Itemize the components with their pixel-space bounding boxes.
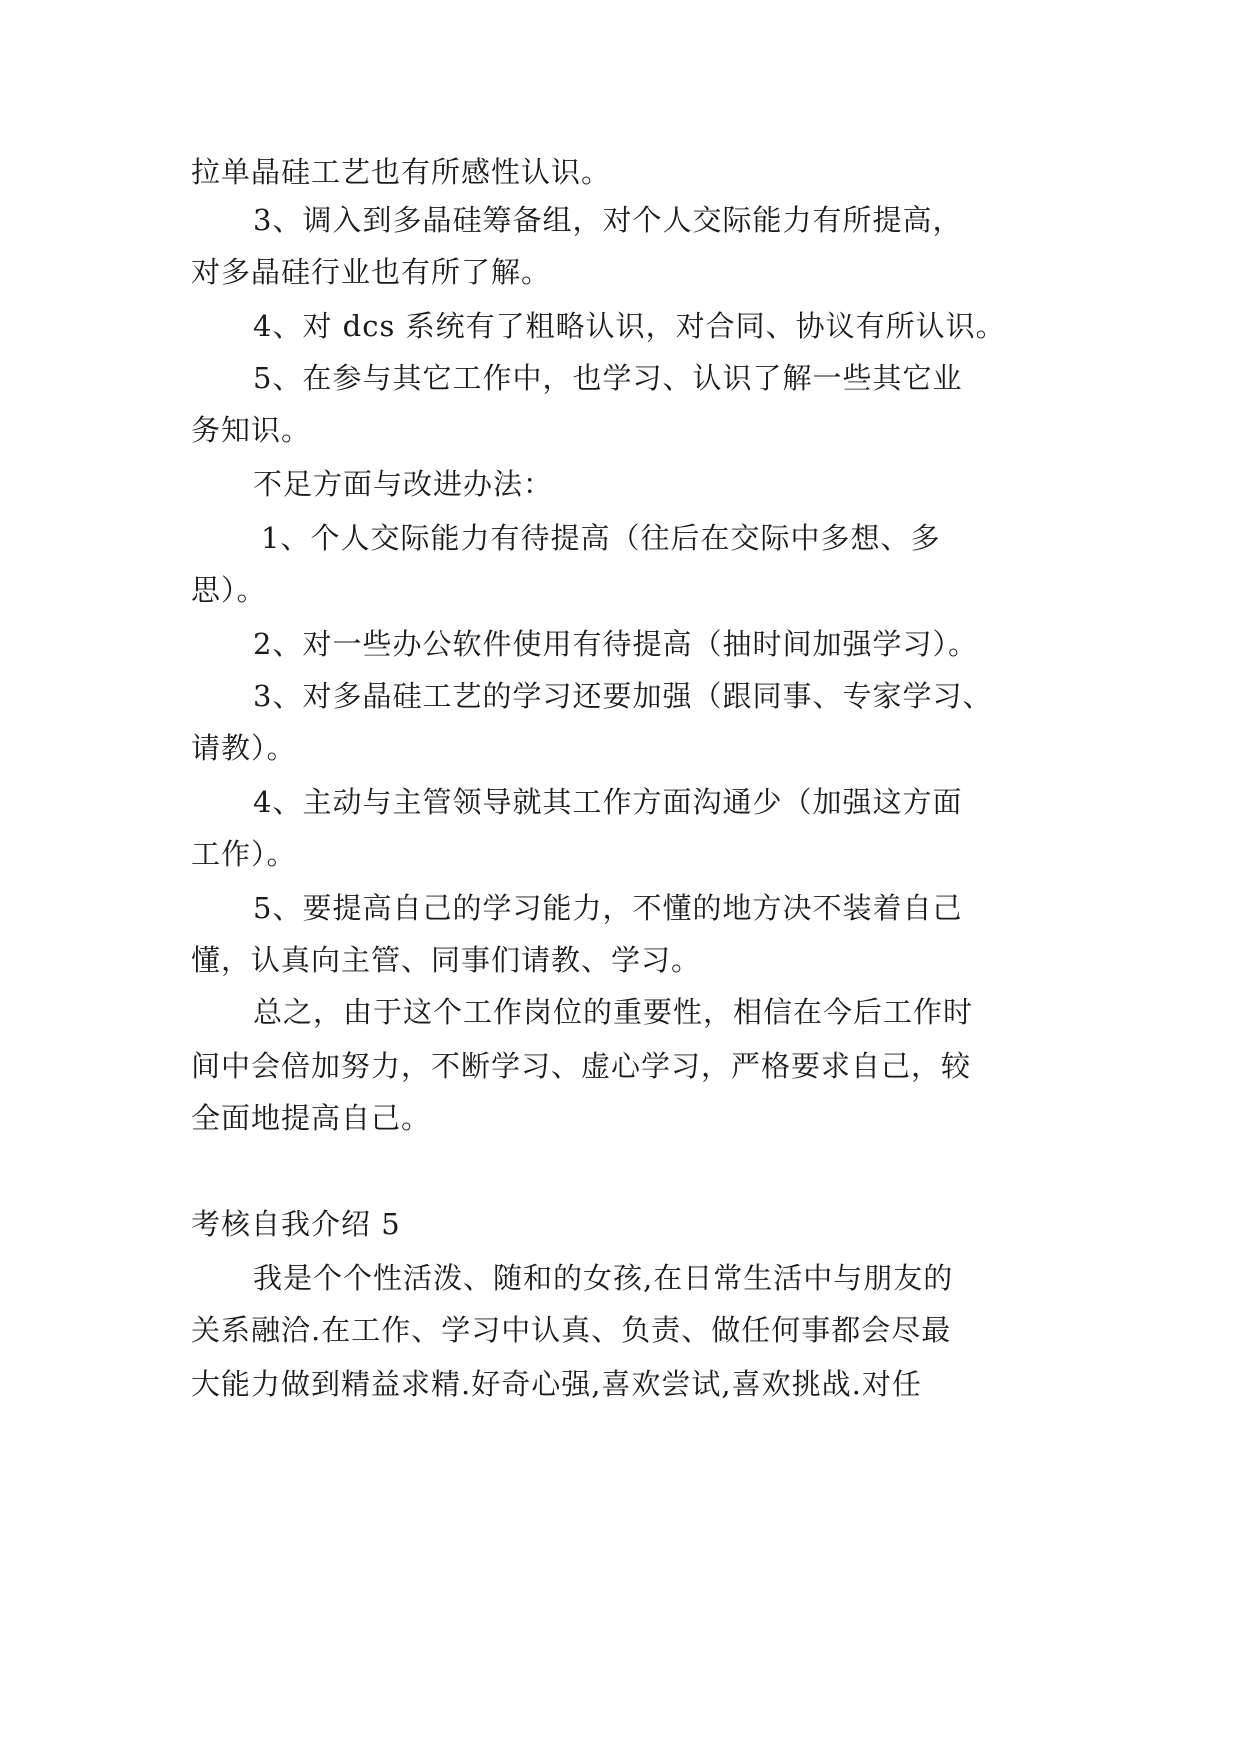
text-line: 全面地提高自己。: [191, 1101, 432, 1135]
text-line: 务知识。: [191, 413, 312, 447]
text-line: 2、对一些办公软件使用有待提高（抽时间加强学习）。: [253, 627, 978, 661]
text-line: 总之，由于这个工作岗位的重要性，相信在今后工作时: [253, 995, 974, 1029]
text-line: 5、要提高自己的学习能力，不懂的地方决不装着自己: [253, 891, 963, 925]
text-line: 拉单晶硅工艺也有所感性认识。: [191, 155, 612, 189]
text-line: 请教）。: [191, 731, 297, 765]
text-line: 关系融洽.在工作、学习中认真、负责、做任何事都会尽最: [191, 1313, 952, 1347]
text-line: 3、调入到多晶硅筹备组，对个人交际能力有所提高，: [253, 203, 963, 237]
text-line: 间中会倍加努力，不断学习、虚心学习，严格要求自己，较: [191, 1049, 972, 1083]
text-line: 5、在参与其它工作中，也学习、认识了解一些其它业: [253, 361, 963, 395]
text-line: 大能力做到精益求精.好奇心强,喜欢尝试,喜欢挑战.对任: [191, 1367, 922, 1401]
text-line: 3、对多晶硅工艺的学习还要加强（跟同事、专家学习、: [253, 679, 993, 713]
text-line: 懂，认真向主管、同事们请教、学习。: [191, 943, 702, 977]
text-line: 4、对 dcs 系统有了粗略认识，对合同、协议有所认识。: [253, 309, 1006, 343]
text-line: 4、主动与主管领导就其工作方面沟通少（加强这方面: [253, 785, 963, 819]
section-title: 考核自我介绍 5: [191, 1207, 401, 1241]
text-line: 我是个个性活泼、随和的女孩,在日常生活中与朋友的: [253, 1261, 954, 1295]
text-line: 对多晶硅行业也有所了解。: [191, 255, 552, 289]
text-line: 1、个人交际能力有待提高（往后在交际中多想、多: [261, 521, 941, 555]
text-line: 工作）。: [191, 837, 297, 871]
section-subheading: 不足方面与改进办法：: [253, 467, 554, 501]
text-line: 思）。: [191, 573, 267, 607]
